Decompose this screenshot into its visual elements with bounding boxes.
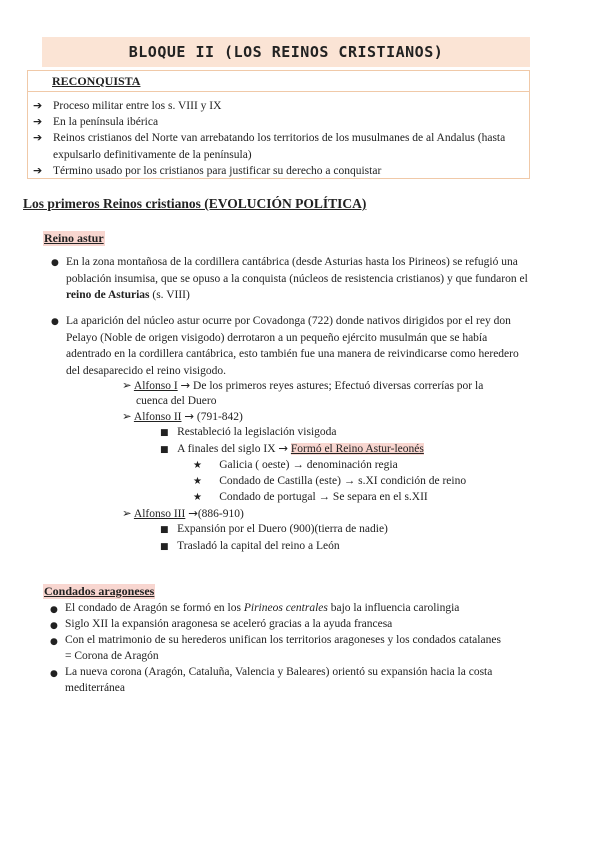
reino-astur-heading: Reino astur <box>44 231 104 245</box>
list-item: ➔ Término usado por los cristianos para justificar su derecho a conquistar <box>33 163 525 179</box>
alfonso-1-line: ➢ Alfonso I → De los primeros reyes astures; Efectuó diversas correrías por la <box>122 378 484 392</box>
square-bullet-icon: ■ <box>160 525 169 535</box>
aragon-item-3-cont: = Corona de Aragón <box>65 650 159 662</box>
aragon-heading: Condados aragoneses <box>44 584 155 598</box>
square-bullet-icon: ■ <box>160 542 169 552</box>
alfonso-2-line: ➢ Alfonso II → (791-842) <box>122 409 243 423</box>
chevron-icon: ➢ <box>122 378 132 392</box>
star-item-1: ★ Galicia ( oeste) → denominación regia <box>193 459 398 471</box>
title-banner <box>42 37 530 67</box>
reino-astur-paragraph-2: La aparición del núcleo astur ocurre por Covadonga (722) donde nativos dirigidos por el rey don Pelayo (Noble de origen visigodo) derrotaron a un pequeño ejército musulmán que se había adentrado en la cordillera cantábrica, esto también fue una manera de reivindicarse como heredero del desaparecido el reino visigodo. <box>66 315 519 377</box>
reconquista-heading: RECONQUISTA <box>52 74 141 88</box>
list-item: ➔ Proceso militar entre los s. VIII y IX <box>33 98 525 114</box>
square-bullet-icon: ■ <box>160 445 169 455</box>
bullet-icon: ● <box>50 637 58 647</box>
bullet-icon: ● <box>51 317 59 327</box>
reconquista-box <box>27 70 530 179</box>
star-item-3: ★ Condado de portugal → Se separa en el s.XII <box>193 491 428 503</box>
alfonso-3-item-2: ■ Trasladó la capital del reino a León <box>160 540 340 552</box>
chevron-icon: ➢ <box>122 506 132 520</box>
chevron-icon: ➢ <box>122 409 132 423</box>
bullet-icon: ● <box>50 605 58 615</box>
alfonso-1-line-2: cuenca del Duero <box>136 395 217 407</box>
reconquista-header <box>28 71 529 92</box>
section-title: Los primeros Reinos cristianos (EVOLUCIÓN POLÍTICA) <box>23 196 367 211</box>
reino-astur-paragraph-1: En la zona montañosa de la cordillera cantábrica (desde Asturias hasta los Pirineos) se refugió una población insumisa, que se opuso a la conquista (núcleos de resistencia cristianos) y que fundaron el reino de Asturias (s. VIII) <box>66 256 528 301</box>
bullet-icon: ● <box>50 669 58 679</box>
arrow-icon: ➔ <box>33 163 43 177</box>
aragon-item-2: Siglo XII la expansión aragonesa se aceleró gracias a la ayuda francesa <box>65 618 393 630</box>
alfonso-2-item-1: ■ Restableció la legislación visigoda <box>160 426 337 438</box>
bullet-icon: ● <box>50 621 58 631</box>
star-icon: ★ <box>193 492 202 503</box>
aragon-item-3: Con el matrimonio de su herederos unifican los territorios aragoneses y los condados catalanes <box>65 634 501 646</box>
arrow-icon: ➔ <box>33 131 43 145</box>
aragon-item-4-cont: mediterránea <box>65 682 126 694</box>
reconquista-list <box>33 98 525 179</box>
aragon-item-4: La nueva corona (Aragón, Cataluña, Valencia y Baleares) orientó su expansión hacia la costa <box>65 666 493 678</box>
alfonso-3-line: ➢ Alfonso III →(886-910) <box>122 506 244 520</box>
arrow-icon: ➔ <box>33 99 43 112</box>
bullet-icon: ● <box>51 258 59 268</box>
star-icon: ★ <box>193 460 202 471</box>
alfonso-2-item-2: ■ A finales del siglo IX → Formó el Reino Astur-leonés <box>160 441 424 455</box>
list-item: ➔ Reinos cristianos del Norte van arrebatando los territorios de los musulmanes de al Andalus (hasta expulsarlo definitivamente de la península) <box>33 131 506 161</box>
star-icon: ★ <box>193 476 202 487</box>
list-item: ➔ En la península ibérica <box>33 114 525 130</box>
alfonso-3-item-1: ■ Expansión por el Duero (900)(tierra de nadie) <box>160 523 388 535</box>
square-bullet-icon: ■ <box>160 428 169 438</box>
page-title: BLOQUE II (LOS REINOS CRISTIANOS) <box>128 43 444 61</box>
aragon-item-1: El condado de Aragón se formó en los Pirineos centrales bajo la influencia carolingia <box>65 602 460 614</box>
star-item-2: ★ Condado de Castilla (este) → s.XI condición de reino <box>193 475 467 487</box>
arrow-icon: ➔ <box>33 115 43 129</box>
